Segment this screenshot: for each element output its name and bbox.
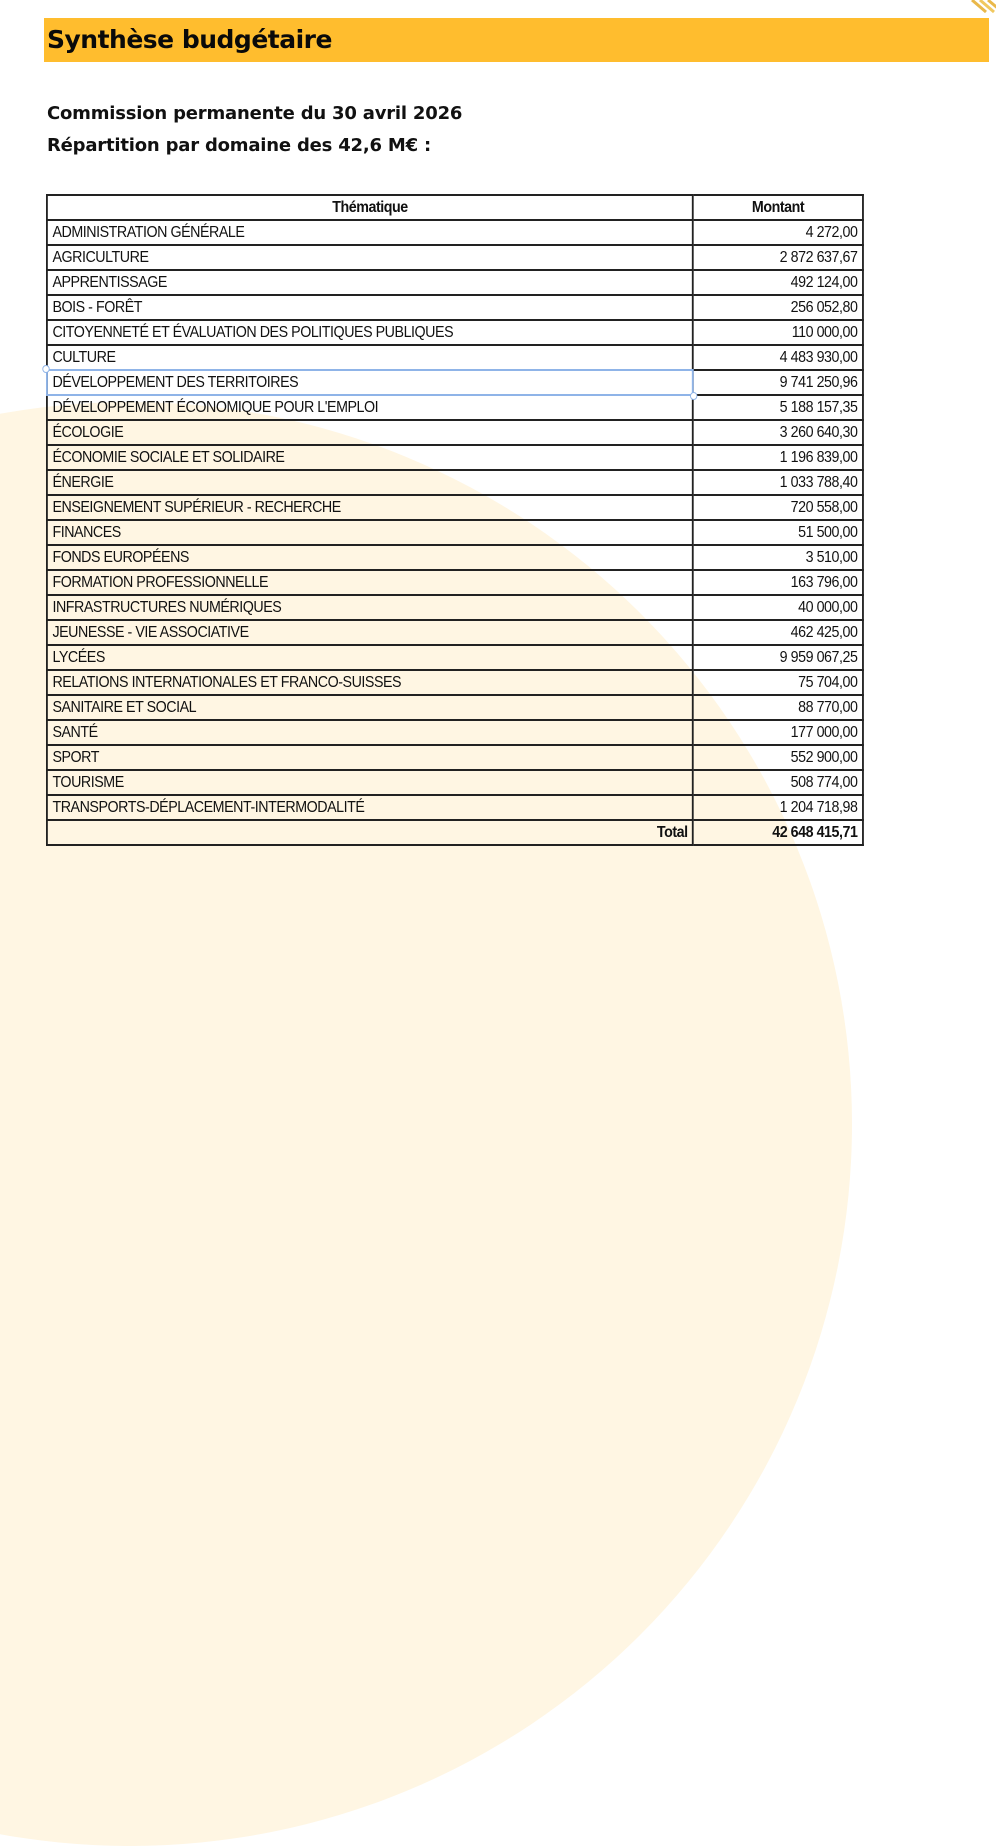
total-row — [47, 820, 863, 845]
cell-thematique[interactable]: LYCÉES — [47, 645, 693, 670]
cell-thematique[interactable]: INFRASTRUCTURES NUMÉRIQUES — [47, 595, 693, 620]
cell-thematique[interactable]: RELATIONS INTERNATIONALES ET FRANCO-SUISSES — [47, 670, 693, 695]
table-row — [47, 770, 863, 795]
subtitle-prefix: Répartition par domaine des — [47, 135, 339, 156]
table-row — [47, 570, 863, 595]
table-row — [47, 645, 863, 670]
subtitle-suffix: : — [417, 135, 432, 156]
table-row — [47, 320, 863, 345]
table-row — [47, 370, 863, 395]
cell-montant[interactable]: 3 510,00 — [693, 545, 863, 570]
cell-montant[interactable]: 3 260 640,30 — [693, 420, 863, 445]
cell-thematique[interactable]: ÉCONOMIE SOCIALE ET SOLIDAIRE — [47, 445, 693, 470]
table-row — [47, 620, 863, 645]
table-row — [47, 445, 863, 470]
column-header-montant[interactable]: Montant — [693, 195, 863, 220]
table-row — [47, 720, 863, 745]
cell-thematique[interactable]: SANITAIRE ET SOCIAL — [47, 695, 693, 720]
cell-thematique[interactable]: ENSEIGNEMENT SUPÉRIEUR - RECHERCHE — [47, 495, 693, 520]
cell-thematique[interactable] — [47, 370, 693, 395]
cell-montant[interactable]: 5 188 157,35 — [693, 395, 863, 420]
cell-thematique[interactable]: DÉVELOPPEMENT ÉCONOMIQUE POUR L'EMPLOI — [47, 395, 693, 420]
table-row — [47, 745, 863, 770]
cell-montant[interactable]: 1 033 788,40 — [693, 470, 863, 495]
selection-handle-tl[interactable] — [42, 365, 49, 373]
table-row — [47, 395, 863, 420]
cell-thematique[interactable]: TOURISME — [47, 770, 693, 795]
cell-montant[interactable]: 9 959 067,25 — [693, 645, 863, 670]
cell-montant[interactable]: 177 000,00 — [693, 720, 863, 745]
corner-stripes-icon — [956, 0, 996, 16]
cell-thematique[interactable]: FONDS EUROPÉENS — [47, 545, 693, 570]
cell-thematique[interactable]: BOIS - FORÊT — [47, 295, 693, 320]
table-header-row — [47, 195, 863, 220]
cell-thematique[interactable]: APPRENTISSAGE — [47, 270, 693, 295]
table-row — [47, 595, 863, 620]
cell-thematique[interactable]: FORMATION PROFESSIONNELLE — [47, 570, 693, 595]
cell-montant[interactable]: 75 704,00 — [693, 670, 863, 695]
cell-montant[interactable]: 88 770,00 — [693, 695, 863, 720]
table-row — [47, 220, 863, 245]
cell-montant[interactable]: 4 272,00 — [693, 220, 863, 245]
table-row — [47, 270, 863, 295]
table-row — [47, 420, 863, 445]
total-value: 42 648 415,71 — [693, 820, 863, 845]
cell-montant[interactable]: 51 500,00 — [693, 520, 863, 545]
cell-montant[interactable]: 4 483 930,00 — [693, 345, 863, 370]
cell-montant[interactable]: 9 741 250,96 — [693, 370, 863, 395]
cell-thematique[interactable]: CITOYENNETÉ ET ÉVALUATION DES POLITIQUES PUBLIQUES — [47, 320, 693, 345]
table-row — [47, 520, 863, 545]
cell-thematique[interactable]: ÉNERGIE — [47, 470, 693, 495]
table-row — [47, 545, 863, 570]
cell-montant[interactable]: 256 052,80 — [693, 295, 863, 320]
table-row — [47, 245, 863, 270]
column-header-thematique[interactable]: Thématique — [47, 195, 693, 220]
cell-montant[interactable]: 552 900,00 — [693, 745, 863, 770]
subtitle-commission: Commission permanente du 30 avril 2026 — [47, 103, 463, 124]
subtitle-repartition — [47, 135, 431, 156]
cell-montant[interactable]: 508 774,00 — [693, 770, 863, 795]
budget-table — [46, 194, 864, 846]
table-row — [47, 470, 863, 495]
table-row — [47, 695, 863, 720]
cell-thematique[interactable]: ADMINISTRATION GÉNÉRALE — [47, 220, 693, 245]
table-row — [47, 345, 863, 370]
cell-thematique[interactable]: AGRICULTURE — [47, 245, 693, 270]
cell-thematique[interactable]: SANTÉ — [47, 720, 693, 745]
cell-montant[interactable]: 462 425,00 — [693, 620, 863, 645]
cell-thematique[interactable]: FINANCES — [47, 520, 693, 545]
cell-thematique[interactable]: JEUNESSE - VIE ASSOCIATIVE — [47, 620, 693, 645]
cell-montant[interactable]: 492 124,00 — [693, 270, 863, 295]
table-row — [47, 495, 863, 520]
cell-montant[interactable]: 720 558,00 — [693, 495, 863, 520]
table-row — [47, 795, 863, 820]
table-row — [47, 670, 863, 695]
subtitle-amount: 42,6 M€ — [338, 135, 418, 156]
total-label: Total — [47, 820, 693, 845]
table-row — [47, 295, 863, 320]
cell-montant[interactable]: 2 872 637,67 — [693, 245, 863, 270]
cell-thematique[interactable]: TRANSPORTS-DÉPLACEMENT-INTERMODALITÉ — [47, 795, 693, 820]
cell-thematique[interactable]: ÉCOLOGIE — [47, 420, 693, 445]
cell-montant[interactable]: 163 796,00 — [693, 570, 863, 595]
cell-montant[interactable]: 1 196 839,00 — [693, 445, 863, 470]
title-band — [44, 18, 989, 62]
cell-montant[interactable]: 110 000,00 — [693, 320, 863, 345]
cell-montant[interactable]: 1 204 718,98 — [693, 795, 863, 820]
cell-text: DÉVELOPPEMENT DES TERRITOIRES — [52, 373, 299, 391]
cell-montant[interactable]: 40 000,00 — [693, 595, 863, 620]
page-title: Synthèse budgétaire — [47, 25, 332, 54]
cell-thematique[interactable]: CULTURE — [47, 345, 693, 370]
cell-thematique[interactable]: SPORT — [47, 745, 693, 770]
